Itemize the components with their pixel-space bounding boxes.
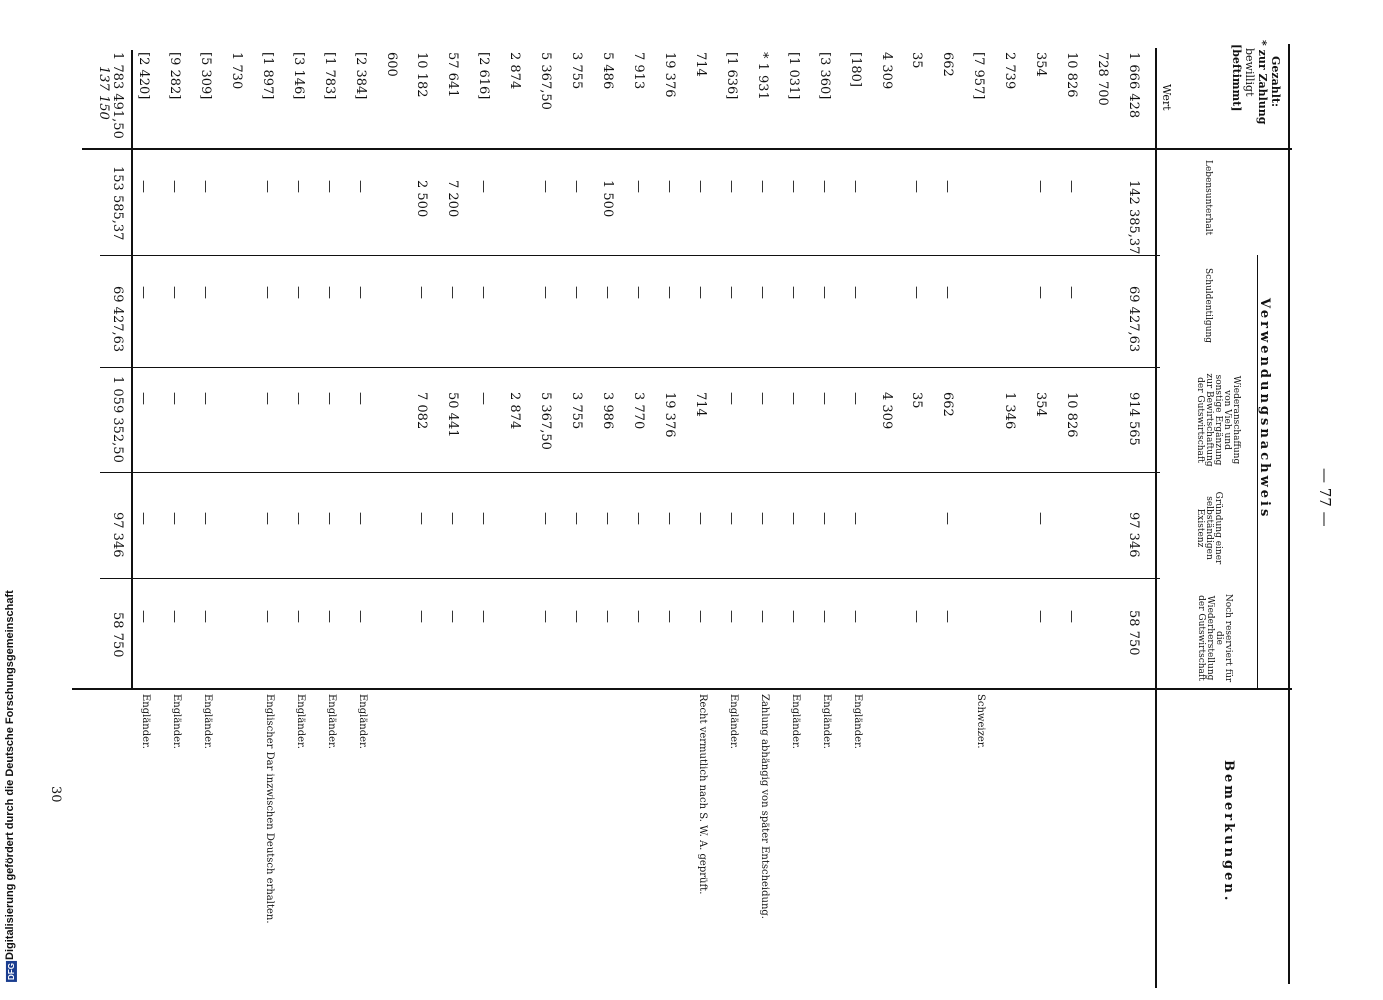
cell-wert: [2 420] [136,52,151,100]
page-number-bottom: 30 [48,786,63,803]
cell-wert: [3 146] [291,52,306,100]
cell-schulden: 69 427,63 [1126,286,1141,353]
cell-wieder: — [291,392,306,405]
cell-schulden: — [940,286,955,299]
cell-gruendung: — [569,512,584,525]
cell-wert: 57 641 [445,52,460,98]
cell-unterhalt: 142 385,37 [1126,180,1141,255]
cell-gruendung: — [291,512,306,525]
cell-wert: [1 897] [260,52,275,100]
cell-gruendung: — [445,512,460,525]
cell-gruendung: — [848,512,863,525]
column-rule-wert [82,148,1292,150]
cell-wieder: 354 [1033,392,1048,417]
cell-reserve: — [291,610,306,623]
cell-reserve: 58 750 [1126,610,1141,656]
cell-gruendung: — [260,512,275,525]
cell-note: Engländer. [140,694,151,749]
cell-unterhalt: — [476,180,491,193]
cell-schulden: — [724,286,739,299]
cell-wert: 7 913 [631,52,646,90]
cell-wert: * 1 931 [755,52,770,100]
cell-unterhalt: — [786,180,801,193]
cell-schulden: — [445,286,460,299]
cell-wieder: 10 826 [1064,392,1079,438]
cell-unterhalt: 1 500 [600,180,615,218]
cell-unterhalt: — [724,180,739,193]
cell-wieder: — [724,392,739,405]
cell-schulden: — [538,286,553,299]
header-bemerkungen: Bemerkungen. [1221,760,1236,904]
cell-reserve: — [538,610,553,623]
cell-schulden: — [167,286,182,299]
cell-schulden: — [662,286,677,299]
cell-wieder: 4 309 [879,392,894,430]
cell-note: Engländer. [790,694,801,749]
cell-note: Recht vermutlich nach S. W. A. geprüft. [697,694,708,895]
dfg-logo: DFG [6,963,16,980]
cell-wieder: — [167,392,182,405]
cell-schulden: — [817,286,832,299]
header-main-line4: [beftimmt] [1230,44,1243,112]
cell-unterhalt: — [538,180,553,193]
cell-wert: 1 666 428 [1126,52,1141,119]
cell-gruendung: — [693,512,708,525]
cell-reserve: — [167,610,182,623]
cell-wert: 728 700 [1095,52,1110,106]
cell-reserve: — [724,610,739,623]
cell-wieder: — [136,392,151,405]
total-wieder: 1 059 352,50 [110,376,125,463]
total-wert: 1 783 491,50 [110,52,125,139]
cell-wert: 5 486 [600,52,615,90]
cell-reserve: — [848,610,863,623]
cell-gruendung: — [817,512,832,525]
column-rule-gruendung [100,578,1160,579]
cell-wieder: 662 [940,392,955,417]
cell-schulden: — [136,286,151,299]
cell-reserve: — [260,610,275,623]
cell-reserve: — [322,610,337,623]
cell-unterhalt: — [198,180,213,193]
table-outer-right-rule [1288,44,1290,984]
cell-reserve: — [445,610,460,623]
cell-schulden: — [353,286,368,299]
cell-note: Engländer. [357,694,368,749]
header-lebensunterhalt: Lebensunterhalt [1203,160,1213,236]
cell-wert: 714 [693,52,708,77]
cell-wert: 2 739 [1002,52,1017,90]
cell-gruendung: — [167,512,182,525]
cell-note: Engländer. [295,694,306,749]
cell-wert: [9 282] [167,52,182,100]
cell-wert: 354 [1033,52,1048,77]
cell-gruendung: — [414,512,429,525]
cell-schulden: — [1033,286,1048,299]
header-verwendungsnachweis: Verwendungsnachweis [1257,298,1272,520]
cell-reserve: — [940,610,955,623]
cell-unterhalt: — [940,180,955,193]
cell-wieder: 3 755 [569,392,584,430]
total-schulden: 69 427,63 [110,286,125,353]
cell-reserve: — [1033,610,1048,623]
cell-wert: 662 [940,52,955,77]
cell-unterhalt: — [291,180,306,193]
cell-unterhalt: — [1033,180,1048,193]
cell-wert: 5 367,50 [538,52,553,110]
cell-unterhalt: — [755,180,770,193]
cell-schulden: — [909,286,924,299]
cell-schulden: — [322,286,337,299]
cell-wert: 19 376 [662,52,677,98]
header-main-line1: Gezahlt: [1269,56,1282,108]
cell-schulden: — [786,286,801,299]
header-gruendung: Gründung einer selbständigen Existenz [1195,491,1223,565]
header-main-line2: * zur Zahlung [1256,40,1269,125]
cell-wert: [3 360] [817,52,832,100]
cell-wert: 10 182 [414,52,429,98]
cell-wieder: 3 770 [631,392,646,430]
cell-schulden: — [198,286,213,299]
cell-gruendung: — [662,512,677,525]
cell-unterhalt: 7 200 [445,180,460,218]
cell-gruendung: — [724,512,739,525]
cell-wert: [2 616] [476,52,491,100]
cell-reserve: — [786,610,801,623]
cell-reserve: — [631,610,646,623]
cell-gruendung: — [1033,512,1048,525]
cell-unterhalt: — [909,180,924,193]
cell-note: Englischer Dar inzwischen Deutsch erhalten. [264,694,275,924]
cell-reserve: — [693,610,708,623]
header-reserviert: Noch reserviert für die Wiederherstellung der Gutswirtschaft [1196,593,1233,683]
cell-gruendung: 97 346 [1126,512,1141,558]
cell-wert: [5 309] [198,52,213,100]
header-bottom-rule [1155,48,1157,988]
cell-wieder: 914 565 [1126,392,1141,446]
cell-gruendung: — [353,512,368,525]
header-main-line3: bewilligt [1243,48,1256,97]
cell-reserve: — [569,610,584,623]
cell-wert: [1 783] [322,52,337,100]
cell-schulden: — [260,286,275,299]
cell-wieder: 5 367,50 [538,392,553,450]
cell-schulden: — [848,286,863,299]
cell-wieder: 35 [909,392,924,409]
cell-schulden: — [476,286,491,299]
cell-schulden: — [600,286,615,299]
cell-schulden: — [631,286,646,299]
totals-rule [131,50,133,690]
column-rule-wieder [100,472,1160,473]
cell-unterhalt: 2 500 [414,180,429,218]
column-rule-schulden [100,367,1160,368]
cell-wert: 2 874 [507,52,522,90]
cell-reserve: — [755,610,770,623]
cell-reserve: — [414,610,429,623]
cell-wert: 3 755 [569,52,584,90]
cell-gruendung: — [322,512,337,525]
cell-note: Engländer. [171,694,182,749]
cell-wieder: 714 [693,392,708,417]
cell-gruendung: — [198,512,213,525]
cell-unterhalt: — [848,180,863,193]
cell-wieder: — [260,392,275,405]
cell-reserve: — [1064,610,1079,623]
cell-gruendung: — [476,512,491,525]
cell-wieder: — [848,392,863,405]
cell-gruendung: — [136,512,151,525]
cell-gruendung: — [940,512,955,525]
total-unterhalt: 153 585,37 [110,166,125,241]
cell-schulden: — [1064,286,1079,299]
cell-reserve: — [817,610,832,623]
cell-unterhalt: — [693,180,708,193]
cell-note: Engländer. [821,694,832,749]
total-gruendung: 97 346 [110,512,125,558]
cell-wieder: 50 441 [445,392,460,438]
cell-gruendung: — [600,512,615,525]
cell-unterhalt: — [260,180,275,193]
cell-schulden: — [755,286,770,299]
cell-wieder: 7 082 [414,392,429,430]
cell-reserve: — [136,610,151,623]
cell-wert: 600 [384,52,399,77]
cell-reserve: — [476,610,491,623]
cell-wert: 1 730 [229,52,244,90]
cell-schulden: — [569,286,584,299]
footer-digitalisierung: Digitalisierung gefördert durch die Deutsche Forschungsgemeinschaft [4,590,16,960]
cell-wieder: 19 376 [662,392,677,438]
cell-wieder: 2 874 [507,392,522,430]
cell-note: Schweizer. [975,694,986,749]
cell-wert: [7 957] [971,52,986,100]
cell-wieder: — [786,392,801,405]
cell-note: Engländer. [202,694,213,749]
cell-unterhalt: — [322,180,337,193]
cell-reserve: — [353,610,368,623]
cell-unterhalt: — [1064,180,1079,193]
cell-reserve: — [662,610,677,623]
cell-wert: 10 826 [1064,52,1079,98]
cell-wieder: 1 346 [1002,392,1017,430]
cell-unterhalt: — [569,180,584,193]
cell-wieder: — [198,392,213,405]
cell-schulden: — [693,286,708,299]
cell-wert: [1 031] [786,52,801,100]
page-number-top: — 77 — [1316,468,1334,527]
cell-reserve: — [909,610,924,623]
header-wiederanschaffung: Wiederanschaffung von Vieh und sonstige Ergänzung zur Bewirtschaftung der Gutswirtschaft [1195,373,1241,467]
total-reserve: 58 750 [110,612,125,658]
total-wert-2: 137 150 [96,66,111,120]
cell-unterhalt: — [167,180,182,193]
cell-reserve: — [198,610,213,623]
header-schuldentilgung: Schuldentilgung [1203,268,1213,344]
cell-gruendung: — [538,512,553,525]
cell-wert: [180] [848,52,863,87]
cell-gruendung: — [631,512,646,525]
cell-unterhalt: — [631,180,646,193]
cell-gruendung: — [755,512,770,525]
cell-note: Engländer. [728,694,739,749]
cell-reserve: — [600,610,615,623]
cell-unterhalt: — [817,180,832,193]
cell-wieder: 3 986 [600,392,615,430]
cell-wert: [1 636] [724,52,739,100]
cell-unterhalt: — [136,180,151,193]
cell-unterhalt: — [353,180,368,193]
cell-schulden: — [414,286,429,299]
cell-schulden: — [291,286,306,299]
cell-wieder: — [476,392,491,405]
cell-note: Zahlung abhängig von später Entscheidung. [759,694,770,919]
header-main-sub: Wert [1160,84,1173,111]
cell-wert: 4 309 [879,52,894,90]
cell-note: Engländer. [852,694,863,749]
cell-wert: 35 [909,52,924,69]
cell-wieder: — [817,392,832,405]
cell-wert: [2 384] [353,52,368,100]
column-rule-unterhalt [100,255,1160,256]
cell-unterhalt: — [662,180,677,193]
cell-wieder: — [322,392,337,405]
column-rule-notes [72,688,1292,690]
cell-wieder: — [353,392,368,405]
cell-gruendung: — [786,512,801,525]
cell-wieder: — [755,392,770,405]
cell-note: Engländer. [326,694,337,749]
